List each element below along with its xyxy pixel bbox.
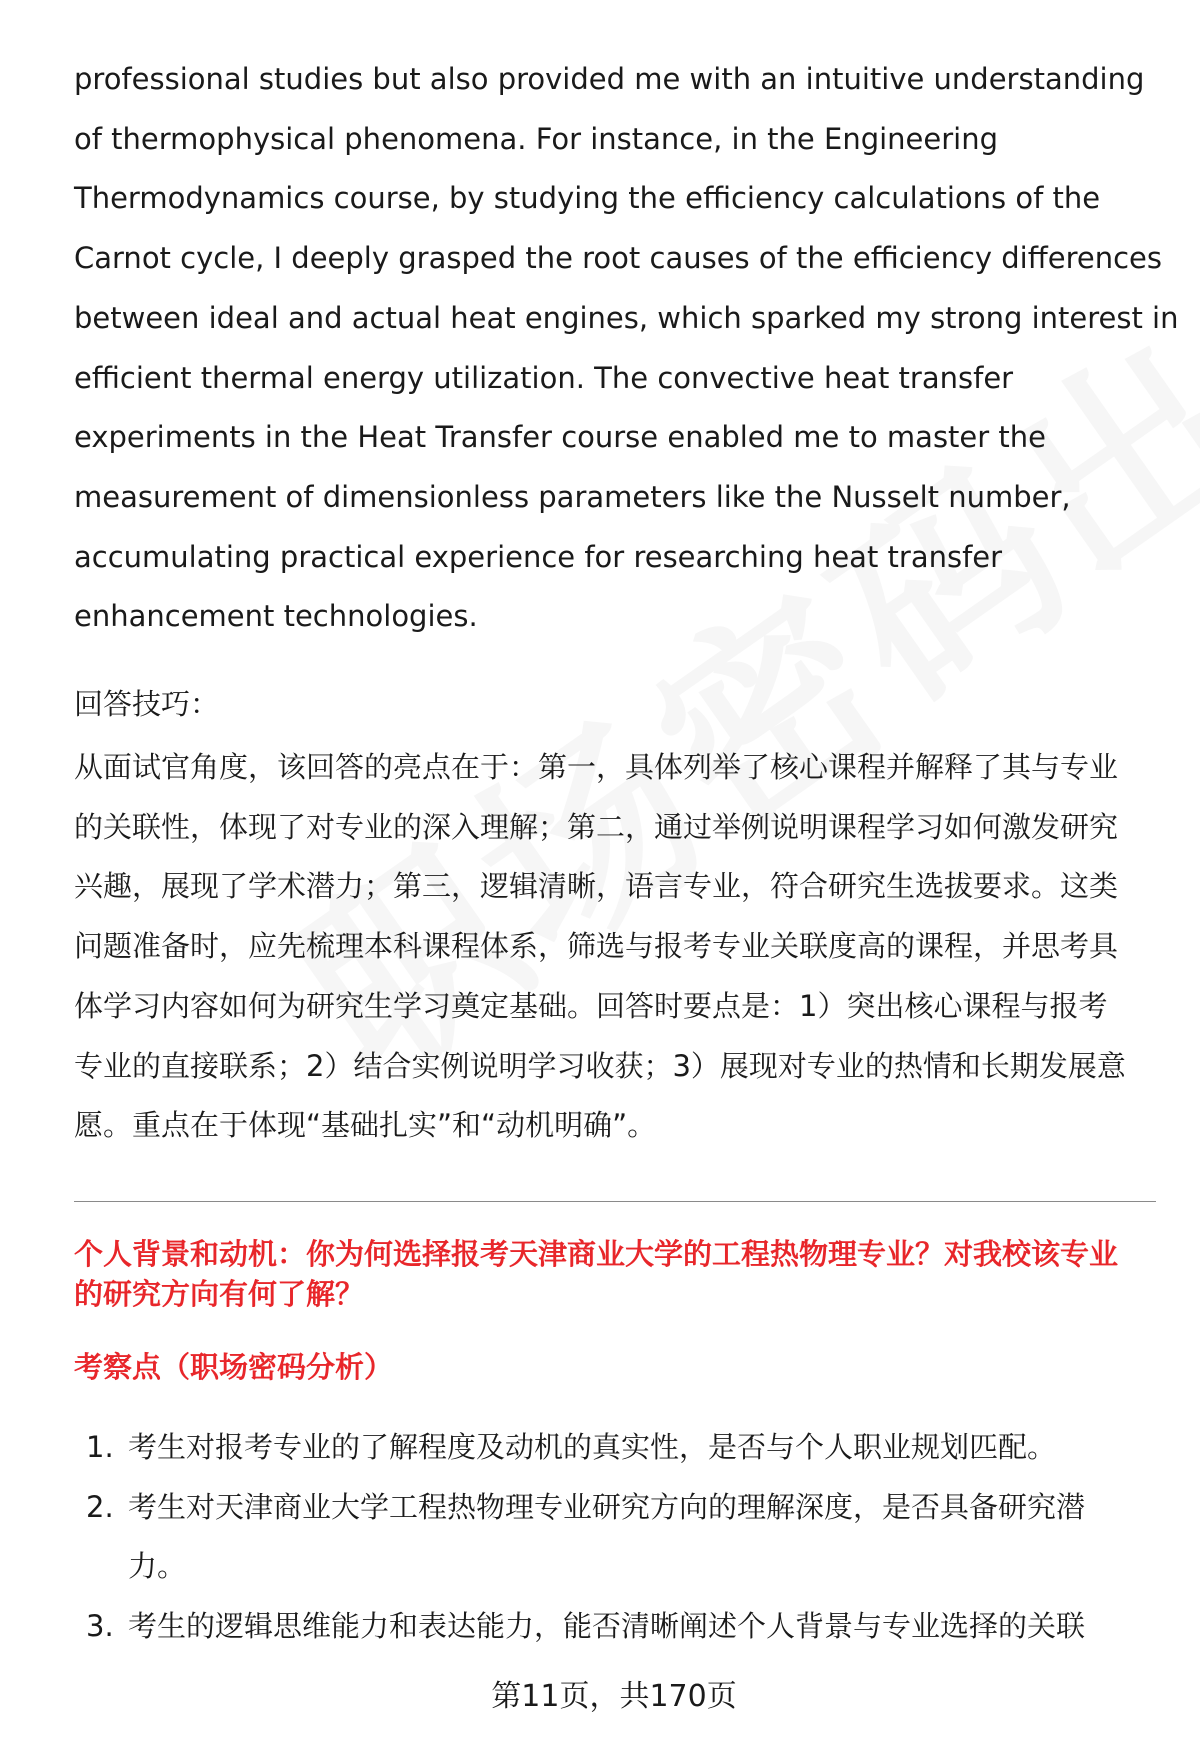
text-line: 兴趣，展现了学术潜力；第三，逻辑清晰，语言专业，符合研究生选拔要求。这类 (74, 869, 1119, 904)
text-line: 从面试官角度，该回答的亮点在于：第一，具体列举了核心课程并解释了其与专业 (74, 750, 1119, 784)
list-item-text: 考生对报考专业的了解程度及动机的真实性，是否与个人职业规划匹配。 (128, 1430, 1057, 1464)
list-number: 2. (86, 1489, 114, 1524)
text-line: Thermodynamics course, by studying the efficiency calculations of the (74, 181, 1101, 216)
text-line: measurement of dimensionless parameters like the Nusselt number, (74, 479, 1071, 514)
list-item-text: 考生的逻辑思维能力和表达能力，能否清晰阐述个人背景与专业选择的关联 (128, 1609, 1086, 1644)
text-line: 体学习内容如何为研究生学习奠定基础。回答时要点是：1）突出核心课程与报考 (74, 988, 1108, 1023)
heading-line: 的研究方向有何了解？ (74, 1277, 365, 1311)
text-line: 愿。重点在于体现“基础扎实”和“动机明确”。 (74, 1108, 657, 1143)
text-line: 专业的直接联系；2）结合实例说明学习收获；3）展现对专业的热情和长期发展意 (74, 1048, 1126, 1083)
answer-paragraph-en (74, 50, 1179, 647)
text-line: Carnot cycle, I deeply grasped the root causes of the efficiency differences (74, 241, 1162, 276)
text-line: efficient thermal energy utilization. The convective heat transfer (74, 360, 1014, 395)
list-number: 3. (86, 1609, 114, 1644)
list-item-text: 力。 (128, 1549, 187, 1584)
page-number: 第11页，共170页 (491, 1679, 737, 1714)
text-line: between ideal and actual heat engines, which sparked my strong interest in (74, 300, 1179, 335)
focus-heading: 考察点（职场密码分析） (74, 1350, 394, 1384)
question-heading (74, 1234, 1154, 1314)
list-item (74, 1478, 1154, 1597)
tips-label: 回答技巧： (74, 687, 220, 721)
list-item-text: 考生对天津商业大学工程热物理专业研究方向的理解深度，是否具备研究潜 (128, 1489, 1086, 1524)
tips-paragraph (74, 738, 1154, 1156)
text-line: experiments in the Heat Transfer course enabled me to master the (74, 420, 1046, 455)
list-item (74, 1597, 1154, 1657)
text-line: professional studies but also provided me with an intuitive understanding (74, 62, 1145, 96)
list-number: 1. (86, 1430, 114, 1464)
heading-line: 个人背景和动机：你为何选择报考天津商业大学的工程热物理专业？对我校该专业 (74, 1237, 1119, 1271)
document-page (74, 0, 1179, 1755)
text-line: 的关联性，体现了对专业的深入理解；第二，通过举例说明课程学习如何激发研究 (74, 809, 1119, 844)
focus-list (74, 1418, 1154, 1657)
section-divider (74, 1201, 1156, 1202)
text-line: of thermophysical phenomena. For instance, in the Engineering (74, 121, 998, 156)
text-line: 问题准备时，应先梳理本科课程体系，筛选与报考专业关联度高的课程，并思考具 (74, 929, 1119, 964)
text-line: enhancement technologies. (74, 599, 478, 634)
text-line: accumulating practical experience for researching heat transfer (74, 539, 1003, 574)
list-item (74, 1418, 1154, 1478)
